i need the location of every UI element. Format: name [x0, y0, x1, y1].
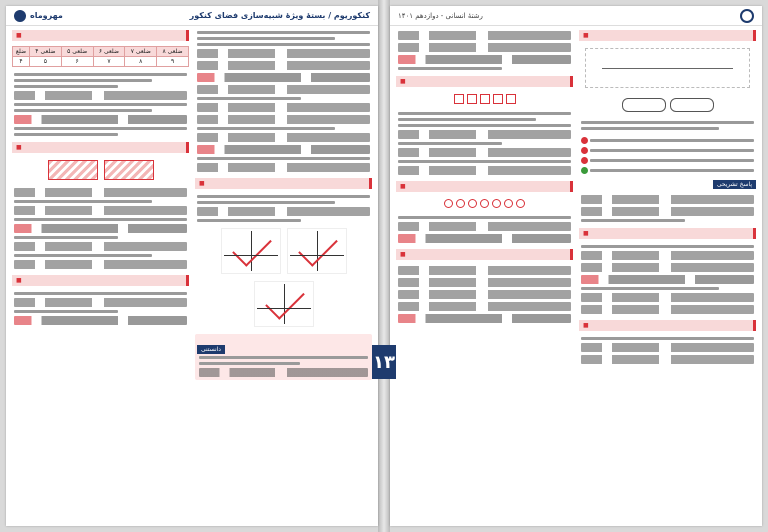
- question-header: ■: [396, 249, 573, 260]
- concept-tree-diagram: [585, 48, 750, 88]
- brand-name: مهروماه: [30, 11, 63, 20]
- solution-text: [396, 111, 573, 176]
- brand: [14, 10, 63, 22]
- left-page-column-2: [195, 30, 372, 514]
- wrong-mark-icon: [581, 157, 588, 164]
- book-spine: [378, 0, 390, 532]
- answer-boxes: [396, 92, 573, 106]
- question-header: ■: [579, 320, 756, 331]
- correct-mark-icon: [581, 167, 588, 174]
- solution-text: [12, 291, 189, 326]
- table-cell: ۴: [13, 57, 30, 67]
- shaded-rectangle: [104, 160, 154, 180]
- shaded-rectangles-figure: [12, 158, 189, 182]
- graph-axes: [254, 281, 314, 327]
- solution-text: [579, 336, 756, 365]
- solution-text: [579, 120, 756, 131]
- solution-text: [195, 194, 372, 223]
- graph-axes: [287, 228, 347, 274]
- series-title: کنکوریوم / بستهٔ ویژهٔ شبیه‌سازی فضای کنکور: [189, 11, 370, 20]
- right-page-header: [390, 6, 762, 26]
- solution-text: [12, 187, 189, 270]
- shaded-rectangle: [48, 160, 98, 180]
- wrong-mark-icon: [581, 137, 588, 144]
- absolute-value-graphs: [195, 228, 372, 276]
- solution-text: [195, 30, 372, 173]
- table-cell: ۹: [157, 57, 189, 67]
- table-header-cell: ضلعی ۷: [125, 47, 157, 57]
- polygon-table: [12, 46, 189, 67]
- question-header: ■: [579, 30, 756, 41]
- circle-logo-icon: [740, 9, 754, 23]
- table-cell: ۵: [29, 57, 61, 67]
- table-header-cell: ضلعی ۴: [29, 47, 61, 57]
- table-header-cell: ضلع: [13, 47, 30, 57]
- solution-text: [396, 265, 573, 324]
- solution-text: [579, 244, 756, 315]
- right-page-column-2: [579, 30, 756, 514]
- left-page: [6, 6, 378, 526]
- solution-text: [396, 215, 573, 244]
- table-header-cell: ضلعی ۸: [157, 47, 189, 57]
- absolute-value-graphs: [195, 281, 372, 329]
- note-box: [195, 334, 372, 380]
- table-cell: ۷: [93, 57, 125, 67]
- left-page-column-1: [12, 30, 189, 514]
- question-header: ■: [12, 142, 189, 153]
- answer-tag: پاسخ تشریحی: [713, 180, 756, 189]
- table-cell: ۸: [125, 57, 157, 67]
- solution-text: [579, 194, 756, 223]
- question-header: ■: [12, 30, 189, 41]
- solution-text: [396, 30, 573, 71]
- question-header: ■: [12, 275, 189, 286]
- question-header: ■: [396, 76, 573, 87]
- question-header: ■: [396, 181, 573, 192]
- question-header: ■: [195, 178, 372, 189]
- page-number-badge: ۱۳: [372, 345, 396, 379]
- right-page: [390, 6, 762, 526]
- table-cell: ۶: [61, 57, 93, 67]
- wrong-mark-icon: [581, 147, 588, 154]
- formula-flow: [579, 95, 756, 115]
- page-reference: رشتهٔ انسانی - دوازدهم ۱۴۰۱: [398, 11, 483, 20]
- circle-sequence: [396, 197, 573, 210]
- table-header-cell: ضلعی ۵: [61, 47, 93, 57]
- solution-text: [12, 72, 189, 137]
- answer-options: [579, 136, 756, 175]
- graph-axes: [221, 228, 281, 274]
- note-label: دانستنی: [197, 345, 225, 354]
- left-page-header: [6, 6, 378, 26]
- right-page-column-1: [396, 30, 573, 514]
- table-header-cell: ضلعی ۶: [93, 47, 125, 57]
- brand-logo-icon: [14, 10, 26, 22]
- question-header: ■: [579, 228, 756, 239]
